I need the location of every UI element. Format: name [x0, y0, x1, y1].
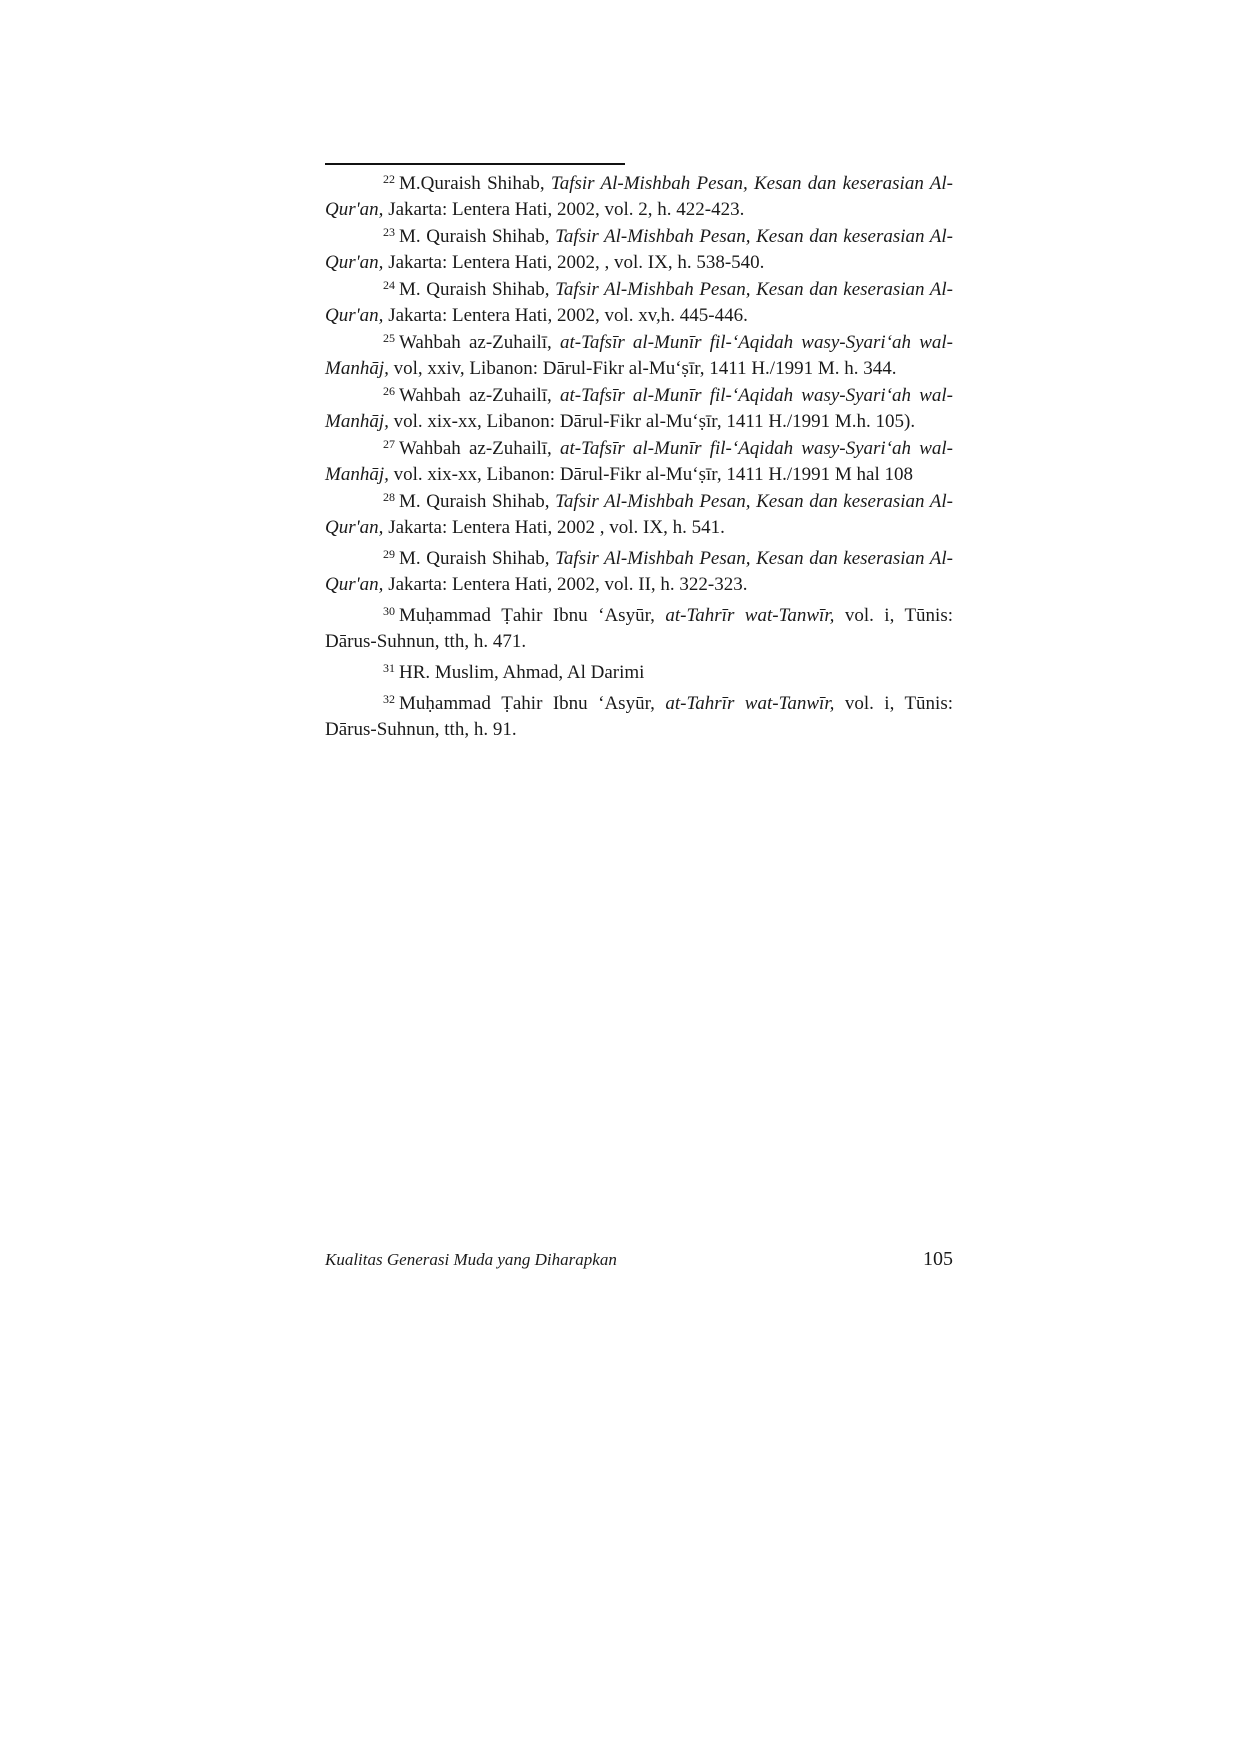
- footnote-22: [325, 171, 953, 223]
- footnote-author: Wahbah az-Zuhailī,: [399, 385, 560, 406]
- footnote-24: [325, 277, 953, 329]
- footnote-number: 23: [383, 225, 395, 239]
- footnote-27: [325, 436, 953, 488]
- footnote-publication: Jakarta: Lentera Hati, 2002, vol. 2, h. 422-423.: [383, 199, 745, 220]
- footnote-number: 24: [383, 278, 395, 292]
- footnote-publication: vol. xix-xx, Libanon: Dārul-Fikr al-Mu‘ṣīr, 1411 H./1991 M.h. 105).: [388, 411, 916, 432]
- footnote-author: Muḥammad Ṭahir Ibnu ‘Asyūr,: [399, 693, 666, 714]
- footnote-title: Tafsir Al-Mishbah Pesan, Kesan dan keserasian Al-Qur'an,: [325, 226, 954, 273]
- footnote-number: 28: [383, 490, 395, 504]
- running-footer-title: Kualitas Generasi Muda yang Diharapkan: [325, 1250, 617, 1269]
- footnote-publication: vol. i, Tūnis: Dārus-Suhnun, tth, h. 471.: [325, 605, 953, 652]
- footnote-publication: vol. i, Tūnis: Dārus-Suhnun, tth, h. 91.: [325, 693, 953, 740]
- footnote-author: M. Quraish Shihab,: [399, 226, 556, 247]
- footnote-25: [325, 330, 953, 382]
- footnote-32: [325, 691, 953, 743]
- footnote-publication: Jakarta: Lentera Hati, 2002, vol. xv,h. 445-446.: [383, 305, 748, 326]
- footnote-publication: Jakarta: Lentera Hati, 2002 , vol. IX, h. 541.: [383, 517, 725, 538]
- footnote-author: M. Quraish Shihab,: [399, 548, 556, 569]
- footnote-publication: Jakarta: Lentera Hati, 2002, vol. II, h. 322-323.: [383, 574, 748, 595]
- footnote-31: [325, 660, 953, 686]
- footnote-author: M. Quraish Shihab,: [399, 279, 556, 300]
- footnote-29: [325, 546, 953, 598]
- footnote-separator: [325, 163, 625, 165]
- footnote-publication: vol, xxiv, Libanon: Dārul-Fikr al-Mu‘ṣīr, 1411 H./1991 M. h. 344.: [388, 358, 897, 379]
- footnote-publication: vol. xix-xx, Libanon: Dārul-Fikr al-Mu‘ṣīr, 1411 H./1991 M hal 108: [388, 464, 914, 485]
- footnote-author: M.Quraish Shihab,: [399, 173, 551, 194]
- footnote-title: Tafsir Al-Mishbah Pesan, Kesan dan keserasian Al-Qur'an,: [325, 279, 954, 326]
- footnote-title: at-Tahrīr wat-Tanwīr,: [665, 605, 835, 626]
- footnote-publication: Jakarta: Lentera Hati, 2002, , vol. IX, h. 538-540.: [383, 252, 765, 273]
- footnote-title: at-Tafsīr al-Munīr fil-‘Aqidah wasy-Syari‘ah wal-Manhāj,: [325, 438, 953, 485]
- footnote-26: [325, 383, 953, 435]
- footnote-title: at-Tafsīr al-Munīr fil-‘Aqidah wasy-Syari‘ah wal-Manhāj,: [325, 385, 953, 432]
- footnote-author: HR. Muslim, Ahmad, Al Darimi: [399, 662, 645, 683]
- footnote-number: 27: [383, 437, 395, 451]
- footnote-number: 32: [383, 692, 395, 706]
- footnote-title: Tafsir Al-Mishbah Pesan, Kesan dan keserasian Al-Qur'an,: [325, 173, 953, 220]
- footnote-number: 25: [383, 331, 395, 345]
- footnote-number: 26: [383, 384, 395, 398]
- footnote-number: 30: [383, 604, 395, 618]
- footnote-author: Wahbah az-Zuhailī,: [399, 332, 560, 353]
- footnote-title: at-Tahrīr wat-Tanwīr,: [665, 693, 835, 714]
- footnote-title: at-Tafsīr al-Munīr fil-‘Aqidah wasy-Syari‘ah wal-Manhāj,: [325, 332, 953, 379]
- footnote-number: 31: [383, 661, 395, 675]
- footnote-number: 22: [383, 172, 395, 186]
- footnote-author: Wahbah az-Zuhailī,: [399, 438, 560, 459]
- footnotes-section: [325, 171, 953, 744]
- footnote-number: 29: [383, 547, 395, 561]
- footnote-title: Tafsir Al-Mishbah Pesan, Kesan dan keserasian Al-Qur'an,: [325, 548, 954, 595]
- footnote-author: M. Quraish Shihab,: [399, 491, 556, 512]
- footnote-23: [325, 224, 953, 276]
- footnote-28: [325, 489, 953, 541]
- page-number: 105: [923, 1248, 953, 1270]
- page-footer: [325, 1250, 953, 1278]
- footnote-30: [325, 603, 953, 655]
- footnote-author: Muḥammad Ṭahir Ibnu ‘Asyūr,: [399, 605, 666, 626]
- footnote-title: Tafsir Al-Mishbah Pesan, Kesan dan keserasian Al-Qur'an,: [325, 491, 954, 538]
